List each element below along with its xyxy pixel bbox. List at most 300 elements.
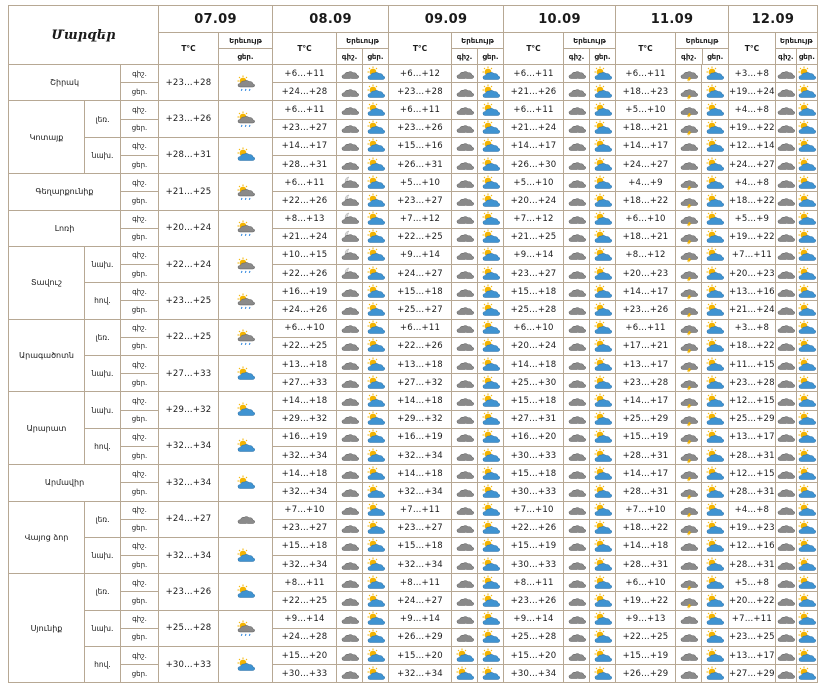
temperature-range: +23…+28 bbox=[616, 374, 676, 392]
dark-cloud-icon bbox=[340, 393, 360, 409]
sun-cloud-icon bbox=[797, 648, 817, 664]
night-icon-cell bbox=[775, 155, 796, 173]
sun-cloud-icon bbox=[481, 266, 501, 282]
night-icon-cell bbox=[452, 628, 478, 646]
forecast-row bbox=[9, 101, 818, 119]
temperature-range: +14…+17 bbox=[616, 283, 676, 301]
temperature-range: +14…+17 bbox=[273, 137, 337, 155]
temperature-range: +7…+11 bbox=[729, 610, 776, 628]
sun-cloud-icon bbox=[366, 593, 386, 609]
night-icon-cell bbox=[775, 119, 796, 137]
thunderstorm-icon bbox=[679, 284, 699, 300]
day-icon-cell bbox=[702, 410, 729, 428]
temperature-range: +13…+17 bbox=[729, 647, 776, 665]
sun-cloud-icon bbox=[797, 557, 817, 573]
night-icon-cell bbox=[564, 101, 590, 119]
sun-cloud-icon bbox=[366, 357, 386, 373]
dark-cloud-icon bbox=[455, 157, 475, 173]
sun-cloud-icon bbox=[705, 466, 725, 482]
day-icon-cell bbox=[590, 246, 616, 264]
sun-cloud-icon bbox=[366, 648, 386, 664]
sun-cloud-icon bbox=[366, 484, 386, 500]
temperature-range: +18…+22 bbox=[616, 519, 676, 537]
day-icon-cell bbox=[478, 610, 504, 628]
sun-cloud-icon bbox=[455, 648, 475, 664]
time-of-day: գիշ. bbox=[121, 101, 159, 119]
sun-cloud-rain-icon bbox=[236, 111, 256, 127]
day-icon-cell bbox=[702, 446, 729, 464]
region-name: Արագածոտն bbox=[9, 319, 85, 392]
temperature-range: +32…+34 bbox=[159, 465, 219, 501]
night-icon-cell bbox=[337, 319, 363, 337]
sun-cloud-icon bbox=[366, 520, 386, 536]
night-icon-cell bbox=[676, 246, 702, 264]
sun-cloud-icon bbox=[705, 66, 725, 82]
dark-cloud-icon bbox=[567, 520, 587, 536]
night-icon-cell bbox=[564, 428, 590, 446]
phenomena-header bbox=[775, 33, 817, 65]
day-icon-cell bbox=[590, 210, 616, 228]
temperature-range: +25…+29 bbox=[616, 410, 676, 428]
temperature-range: +21…+24 bbox=[504, 119, 564, 137]
night-icon-cell bbox=[337, 174, 363, 192]
temperature-range: +7…+10 bbox=[616, 501, 676, 519]
sun-cloud-icon bbox=[481, 138, 501, 154]
day-icon-cell bbox=[363, 83, 389, 101]
temperature-range: +21…+25 bbox=[159, 174, 219, 210]
region-name: Տավուշ bbox=[9, 246, 85, 319]
day-icon-cell bbox=[363, 356, 389, 374]
dark-cloud-icon bbox=[340, 648, 360, 664]
sun-cloud-icon bbox=[236, 438, 256, 454]
sun-cloud-icon bbox=[797, 375, 817, 391]
dark-cloud-icon bbox=[776, 502, 796, 518]
night-icon-cell bbox=[676, 265, 702, 283]
dark-cloud-icon bbox=[776, 302, 796, 318]
night-icon-cell bbox=[564, 501, 590, 519]
dark-cloud-icon bbox=[567, 175, 587, 191]
night-icon-cell bbox=[452, 174, 478, 192]
dark-cloud-icon bbox=[567, 411, 587, 427]
night-icon-cell bbox=[564, 574, 590, 592]
dark-cloud-icon bbox=[455, 448, 475, 464]
sun-cloud-icon bbox=[593, 175, 613, 191]
day-icon-cell bbox=[363, 465, 389, 483]
sun-cloud-icon bbox=[366, 302, 386, 318]
forecast-row bbox=[9, 265, 818, 283]
night-icon-cell bbox=[564, 465, 590, 483]
temperature-range: +9…+14 bbox=[504, 246, 564, 264]
night-icon-cell bbox=[775, 610, 796, 628]
temperature-range: +14…+17 bbox=[504, 137, 564, 155]
dark-cloud-icon bbox=[455, 266, 475, 282]
day-icon-cell bbox=[796, 319, 817, 337]
temperature-range: +19…+22 bbox=[729, 119, 776, 137]
temperature-range: +28…+31 bbox=[159, 137, 219, 173]
night-icon-cell bbox=[452, 374, 478, 392]
dark-cloud-icon bbox=[567, 538, 587, 554]
dark-cloud-icon bbox=[455, 302, 475, 318]
forecast-table bbox=[8, 5, 818, 683]
temperature-range: +5…+10 bbox=[504, 174, 564, 192]
temperature-range: +24…+27 bbox=[729, 155, 776, 173]
sun-cloud-icon bbox=[366, 611, 386, 627]
sun-cloud-icon bbox=[705, 84, 725, 100]
thunderstorm-icon bbox=[679, 502, 699, 518]
temperature-range: +21…+24 bbox=[273, 228, 337, 246]
day-icon-cell bbox=[363, 137, 389, 155]
temp-header: T°C bbox=[504, 33, 564, 65]
temperature-range: +20…+24 bbox=[504, 192, 564, 210]
temperature-range: +23…+28 bbox=[729, 374, 776, 392]
phenomena-label: Երեւույթ bbox=[219, 33, 272, 49]
phenomena-header bbox=[219, 33, 273, 65]
day-icon-cell bbox=[590, 374, 616, 392]
sun-cloud-icon bbox=[366, 138, 386, 154]
zone-name: հով. bbox=[85, 428, 121, 464]
time-of-day: ցեր. bbox=[121, 192, 159, 210]
temperature-range: +26…+31 bbox=[389, 155, 452, 173]
night-icon-cell bbox=[775, 319, 796, 337]
zone-name: հով. bbox=[85, 283, 121, 319]
sun-cloud-icon bbox=[593, 66, 613, 82]
night-icon-cell bbox=[676, 574, 702, 592]
dark-cloud-icon bbox=[776, 120, 796, 136]
dark-cloud-icon bbox=[340, 157, 360, 173]
day-icon-cell bbox=[478, 465, 504, 483]
day-icon-cell bbox=[702, 137, 729, 155]
day-subheader: ցեր. bbox=[367, 52, 384, 61]
region-name: Արմավիր bbox=[9, 465, 121, 501]
sun-cloud-icon bbox=[366, 629, 386, 645]
sun-cloud-icon bbox=[797, 302, 817, 318]
dark-cloud-icon bbox=[776, 175, 796, 191]
temperature-range: +7…+10 bbox=[273, 501, 337, 519]
night-icon-cell bbox=[564, 628, 590, 646]
night-icon-cell bbox=[564, 537, 590, 555]
time-of-day: գիշ. bbox=[121, 501, 159, 519]
temperature-range: +15…+19 bbox=[616, 428, 676, 446]
temperature-range: +21…+24 bbox=[729, 301, 776, 319]
night-icon-cell bbox=[564, 228, 590, 246]
temperature-range: +7…+11 bbox=[729, 246, 776, 264]
moon-cloud-icon bbox=[340, 175, 360, 191]
sun-cloud-icon bbox=[366, 448, 386, 464]
sun-cloud-icon bbox=[705, 393, 725, 409]
sun-cloud-icon bbox=[481, 84, 501, 100]
day-subheader: ցեր. bbox=[707, 52, 724, 61]
night-icon-cell bbox=[676, 83, 702, 101]
day-icon-cell bbox=[363, 374, 389, 392]
sun-cloud-icon bbox=[705, 448, 725, 464]
dark-cloud-icon bbox=[567, 102, 587, 118]
temperature-range: +22…+25 bbox=[616, 628, 676, 646]
day-icon-cell bbox=[478, 83, 504, 101]
weather-icon-cell bbox=[219, 465, 273, 501]
night-icon-cell bbox=[452, 610, 478, 628]
thunderstorm-icon bbox=[679, 193, 699, 209]
temperature-range: +16…+20 bbox=[504, 428, 564, 446]
temperature-range: +4…+8 bbox=[729, 101, 776, 119]
night-icon-cell bbox=[775, 592, 796, 610]
dark-cloud-icon bbox=[455, 120, 475, 136]
forecast-row bbox=[9, 465, 818, 483]
dark-cloud-icon bbox=[679, 138, 699, 154]
temperature-range: +15…+18 bbox=[273, 537, 337, 555]
night-icon-cell bbox=[564, 610, 590, 628]
temperature-range: +22…+26 bbox=[273, 192, 337, 210]
sun-cloud-rain-icon bbox=[236, 293, 256, 309]
thunderstorm-icon bbox=[679, 466, 699, 482]
temperature-range: +30…+33 bbox=[504, 556, 564, 574]
day-icon-cell bbox=[796, 337, 817, 355]
temperature-range: +5…+10 bbox=[389, 174, 452, 192]
day-icon-cell bbox=[363, 665, 389, 683]
temperature-range: +28…+31 bbox=[273, 155, 337, 173]
dark-cloud-icon bbox=[567, 575, 587, 591]
thunderstorm-icon bbox=[679, 247, 699, 263]
night-icon-cell bbox=[564, 246, 590, 264]
dark-cloud-icon bbox=[679, 666, 699, 682]
night-icon-cell bbox=[564, 392, 590, 410]
day-icon-cell bbox=[702, 610, 729, 628]
thunderstorm-icon bbox=[679, 302, 699, 318]
dark-cloud-icon bbox=[455, 593, 475, 609]
forecast-row bbox=[9, 210, 818, 228]
sun-cloud-icon bbox=[593, 193, 613, 209]
night-icon-cell bbox=[676, 483, 702, 501]
sun-cloud-icon bbox=[481, 648, 501, 664]
phenomena-header-inner bbox=[452, 33, 503, 64]
dark-cloud-icon bbox=[567, 557, 587, 573]
temperature-range: +12…+15 bbox=[729, 392, 776, 410]
dark-cloud-icon bbox=[455, 484, 475, 500]
day-icon-cell bbox=[590, 392, 616, 410]
day-icon-cell bbox=[796, 446, 817, 464]
day-icon-cell bbox=[796, 465, 817, 483]
time-of-day: գիշ. bbox=[121, 356, 159, 374]
time-of-day: գիշ. bbox=[121, 610, 159, 628]
temperature-range: +8…+13 bbox=[273, 210, 337, 228]
sun-cloud-icon bbox=[366, 266, 386, 282]
temperature-range: +22…+26 bbox=[389, 337, 452, 355]
time-of-day: ցեր. bbox=[121, 592, 159, 610]
temperature-range: +30…+33 bbox=[273, 665, 337, 683]
dark-cloud-icon bbox=[340, 302, 360, 318]
forecast-row bbox=[9, 319, 818, 337]
weather-icon-cell bbox=[219, 574, 273, 610]
temperature-range: +25…+29 bbox=[729, 410, 776, 428]
forecast-row bbox=[9, 283, 818, 301]
day-icon-cell bbox=[478, 119, 504, 137]
temperature-range: +28…+31 bbox=[616, 483, 676, 501]
temperature-range: +15…+20 bbox=[389, 647, 452, 665]
night-icon-cell bbox=[775, 392, 796, 410]
night-icon-cell bbox=[337, 392, 363, 410]
night-icon-cell bbox=[564, 137, 590, 155]
sun-cloud-icon bbox=[797, 284, 817, 300]
thunderstorm-icon bbox=[679, 520, 699, 536]
temperature-range: +25…+30 bbox=[504, 374, 564, 392]
day-icon-cell bbox=[363, 647, 389, 665]
day-icon-cell bbox=[363, 119, 389, 137]
phenomena-header-inner bbox=[776, 33, 817, 64]
temperature-range: +22…+26 bbox=[273, 265, 337, 283]
weather-icon-cell bbox=[219, 137, 273, 173]
temperature-range: +3…+8 bbox=[729, 319, 776, 337]
temperature-range: +24…+26 bbox=[273, 301, 337, 319]
night-icon-cell bbox=[676, 665, 702, 683]
dark-cloud-icon bbox=[679, 611, 699, 627]
forecast-row bbox=[9, 592, 818, 610]
zone-name: լեռ. bbox=[85, 101, 121, 137]
sun-cloud-icon bbox=[236, 402, 256, 418]
sun-cloud-icon bbox=[593, 157, 613, 173]
day-icon-cell bbox=[702, 428, 729, 446]
day-subheader: ցեր. bbox=[594, 52, 611, 61]
day-icon-cell bbox=[796, 410, 817, 428]
sun-cloud-rain-icon bbox=[236, 75, 256, 91]
dark-cloud-icon bbox=[567, 357, 587, 373]
time-of-day: ցեր. bbox=[121, 83, 159, 101]
sun-cloud-icon bbox=[593, 266, 613, 282]
night-icon-cell bbox=[452, 192, 478, 210]
day-icon-cell bbox=[590, 301, 616, 319]
night-icon-cell bbox=[452, 592, 478, 610]
night-icon-cell bbox=[676, 319, 702, 337]
day-icon-cell bbox=[702, 392, 729, 410]
sun-cloud-icon bbox=[593, 320, 613, 336]
day-icon-cell bbox=[796, 665, 817, 683]
forecast-row bbox=[9, 428, 818, 446]
sun-cloud-icon bbox=[593, 502, 613, 518]
temperature-range: +15…+20 bbox=[504, 647, 564, 665]
dark-cloud-icon bbox=[776, 629, 796, 645]
dark-cloud-icon bbox=[455, 466, 475, 482]
sun-cloud-icon bbox=[705, 302, 725, 318]
sun-cloud-icon bbox=[593, 120, 613, 136]
day-icon-cell bbox=[363, 574, 389, 592]
time-of-day: ցեր. bbox=[121, 628, 159, 646]
day-icon-cell bbox=[478, 574, 504, 592]
zone-name: նախ. bbox=[85, 392, 121, 428]
time-of-day: գիշ. bbox=[121, 319, 159, 337]
sun-cloud-icon bbox=[366, 393, 386, 409]
day-icon-cell bbox=[590, 410, 616, 428]
dark-cloud-icon bbox=[567, 611, 587, 627]
forecast-row bbox=[9, 174, 818, 192]
temperature-range: +13…+18 bbox=[273, 356, 337, 374]
dark-cloud-icon bbox=[776, 448, 796, 464]
region-name: Լոռի bbox=[9, 210, 121, 246]
temperature-range: +29…+32 bbox=[159, 392, 219, 428]
night-icon-cell bbox=[676, 101, 702, 119]
dark-cloud-icon bbox=[455, 393, 475, 409]
day-icon-cell bbox=[363, 410, 389, 428]
day-icon-cell bbox=[702, 647, 729, 665]
sun-cloud-icon bbox=[366, 102, 386, 118]
day-icon-cell bbox=[478, 356, 504, 374]
time-of-day: ցեր. bbox=[121, 410, 159, 428]
sun-cloud-icon bbox=[797, 175, 817, 191]
sun-cloud-icon bbox=[797, 448, 817, 464]
night-subheader: գիշ. bbox=[337, 49, 363, 64]
day-icon-cell bbox=[702, 374, 729, 392]
thunderstorm-icon bbox=[679, 411, 699, 427]
day-icon-cell bbox=[478, 283, 504, 301]
day-icon-cell bbox=[796, 228, 817, 246]
dark-cloud-icon bbox=[776, 411, 796, 427]
time-of-day: ցեր. bbox=[121, 483, 159, 501]
weather-icon-cell bbox=[219, 210, 273, 246]
night-icon-cell bbox=[564, 210, 590, 228]
temperature-range: +22…+25 bbox=[159, 319, 219, 355]
night-icon-cell bbox=[564, 374, 590, 392]
dark-cloud-icon bbox=[776, 84, 796, 100]
sun-cloud-icon bbox=[593, 648, 613, 664]
temperature-range: +9…+14 bbox=[389, 610, 452, 628]
day-icon-cell bbox=[796, 119, 817, 137]
thunderstorm-icon bbox=[679, 266, 699, 282]
forecast-row bbox=[9, 192, 818, 210]
sun-cloud-icon bbox=[366, 466, 386, 482]
temperature-range: +22…+25 bbox=[273, 337, 337, 355]
dark-cloud-icon bbox=[776, 247, 796, 263]
temperature-range: +27…+33 bbox=[159, 356, 219, 392]
temperature-range: +4…+8 bbox=[729, 501, 776, 519]
night-icon-cell bbox=[337, 192, 363, 210]
temp-header: T°C bbox=[616, 33, 676, 65]
night-icon-cell bbox=[676, 410, 702, 428]
sun-cloud-icon bbox=[797, 320, 817, 336]
dark-cloud-icon bbox=[340, 484, 360, 500]
temperature-range: +23…+27 bbox=[273, 519, 337, 537]
dark-cloud-icon bbox=[776, 393, 796, 409]
dark-cloud-icon bbox=[340, 102, 360, 118]
night-icon-cell bbox=[337, 265, 363, 283]
temperature-range: +16…+19 bbox=[389, 428, 452, 446]
sun-cloud-icon bbox=[797, 666, 817, 682]
day-icon-cell bbox=[590, 446, 616, 464]
temperature-range: +23…+26 bbox=[159, 574, 219, 610]
night-icon-cell bbox=[337, 119, 363, 137]
night-icon-cell bbox=[452, 301, 478, 319]
temperature-range: +19…+24 bbox=[729, 83, 776, 101]
dark-cloud-icon bbox=[776, 593, 796, 609]
region-name: Կոտայք bbox=[9, 101, 85, 174]
dark-cloud-icon bbox=[567, 593, 587, 609]
temperature-range: +8…+11 bbox=[504, 574, 564, 592]
sun-cloud-icon bbox=[481, 102, 501, 118]
thunderstorm-icon bbox=[679, 429, 699, 445]
day-icon-cell bbox=[363, 610, 389, 628]
day-icon-cell bbox=[702, 628, 729, 646]
dark-cloud-icon bbox=[455, 211, 475, 227]
temperature-range: +23…+25 bbox=[159, 283, 219, 319]
day-icon-cell bbox=[796, 265, 817, 283]
temperature-range: +23…+27 bbox=[389, 192, 452, 210]
dark-cloud-icon bbox=[340, 320, 360, 336]
day-icon-cell bbox=[363, 483, 389, 501]
day-subheader: ցեր. bbox=[798, 52, 815, 61]
sun-cloud-icon bbox=[593, 484, 613, 500]
night-icon-cell bbox=[337, 210, 363, 228]
sun-cloud-icon bbox=[705, 284, 725, 300]
dark-cloud-icon bbox=[567, 120, 587, 136]
night-icon-cell bbox=[337, 610, 363, 628]
temperature-range: +32…+34 bbox=[273, 446, 337, 464]
sun-cloud-icon bbox=[593, 557, 613, 573]
